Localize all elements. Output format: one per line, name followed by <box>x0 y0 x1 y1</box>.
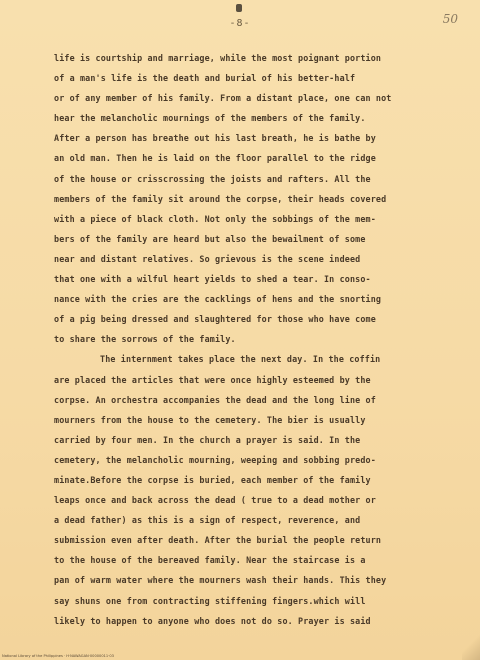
text-line: hear the melancholic mournings of the members of the family. <box>54 113 366 124</box>
text-line: say shuns one from contracting stiffening fingers.which will <box>54 595 366 606</box>
text-line: leaps once and back across the dead ( true to a dead mother or <box>54 495 376 506</box>
text-line: near and distant relatives. So grievous is the scene indeed <box>54 253 361 264</box>
text-line: The internment takes place the next day. In the coffin <box>100 354 381 365</box>
text-line: to share the sorrows of the family. <box>54 334 236 345</box>
text-line: members of the family sit around the corpse, their heads covered <box>54 193 387 204</box>
folio-number: 50 <box>442 12 458 26</box>
text-line: or of any member of his family. From a distant place, one can not <box>54 93 392 104</box>
text-line: corpse. An orchestra accompanies the dead and the long line of <box>54 394 376 405</box>
text-line: bers of the family are heard but also the bewailment of some <box>54 233 366 244</box>
text-line: life is courtship and marriage, while the most poignant portion <box>54 53 382 63</box>
text-line: nance with the cries are the cacklings of hens and the snorting <box>54 294 382 305</box>
text-line: likely to happen to anyone who does not do so. Prayer is said <box>54 615 371 626</box>
page-corner-shadow <box>462 630 480 660</box>
text-line: a dead father) as this is a sign of respect, reverence, and <box>54 515 361 526</box>
pin-mark <box>236 4 242 12</box>
text-line: minate.Before the corpse is buried, each member of the family <box>54 474 371 485</box>
text-line: with a piece of black cloth. Not only the sobbings of the mem- <box>54 213 376 224</box>
body-text <box>54 48 450 631</box>
text-line: cemetery, the melancholic mourning, weeping and sobbing predo- <box>54 454 376 465</box>
text-line: of the house or crisscrossing the joists and rafters. All the <box>54 173 371 184</box>
page-number: -8- <box>229 18 251 29</box>
text-line: of a man's life is the death and burial of his better-half <box>54 73 356 84</box>
text-line: After a person has breathe out his last breath, he is bathe by <box>54 133 376 144</box>
text-line: carried by four men. In the church a prayer is said. In the <box>54 434 361 445</box>
text-line: that one with a wilful heart yields to shed a tear. In conso- <box>54 274 371 285</box>
text-line: submission even after death. After the burial the people return <box>54 535 382 546</box>
text-line: pan of warm water where the mourners wash their hands. This they <box>54 575 387 586</box>
text-line: are placed the articles that were once highly esteemed by the <box>54 374 371 385</box>
text-line: mourners from the house to the cemetery. The bier is usually <box>54 414 366 425</box>
archive-footer: National Library of the Philippines · H·NAWAGAN·00000011·03 <box>2 654 114 658</box>
text-line: to the house of the bereaved family. Near the staircase is a <box>54 555 366 566</box>
text-line: of a pig being dressed and slaughtered for those who have come <box>54 314 376 325</box>
text-line: an old man. Then he is laid on the floor parallel to the ridge <box>54 153 376 164</box>
